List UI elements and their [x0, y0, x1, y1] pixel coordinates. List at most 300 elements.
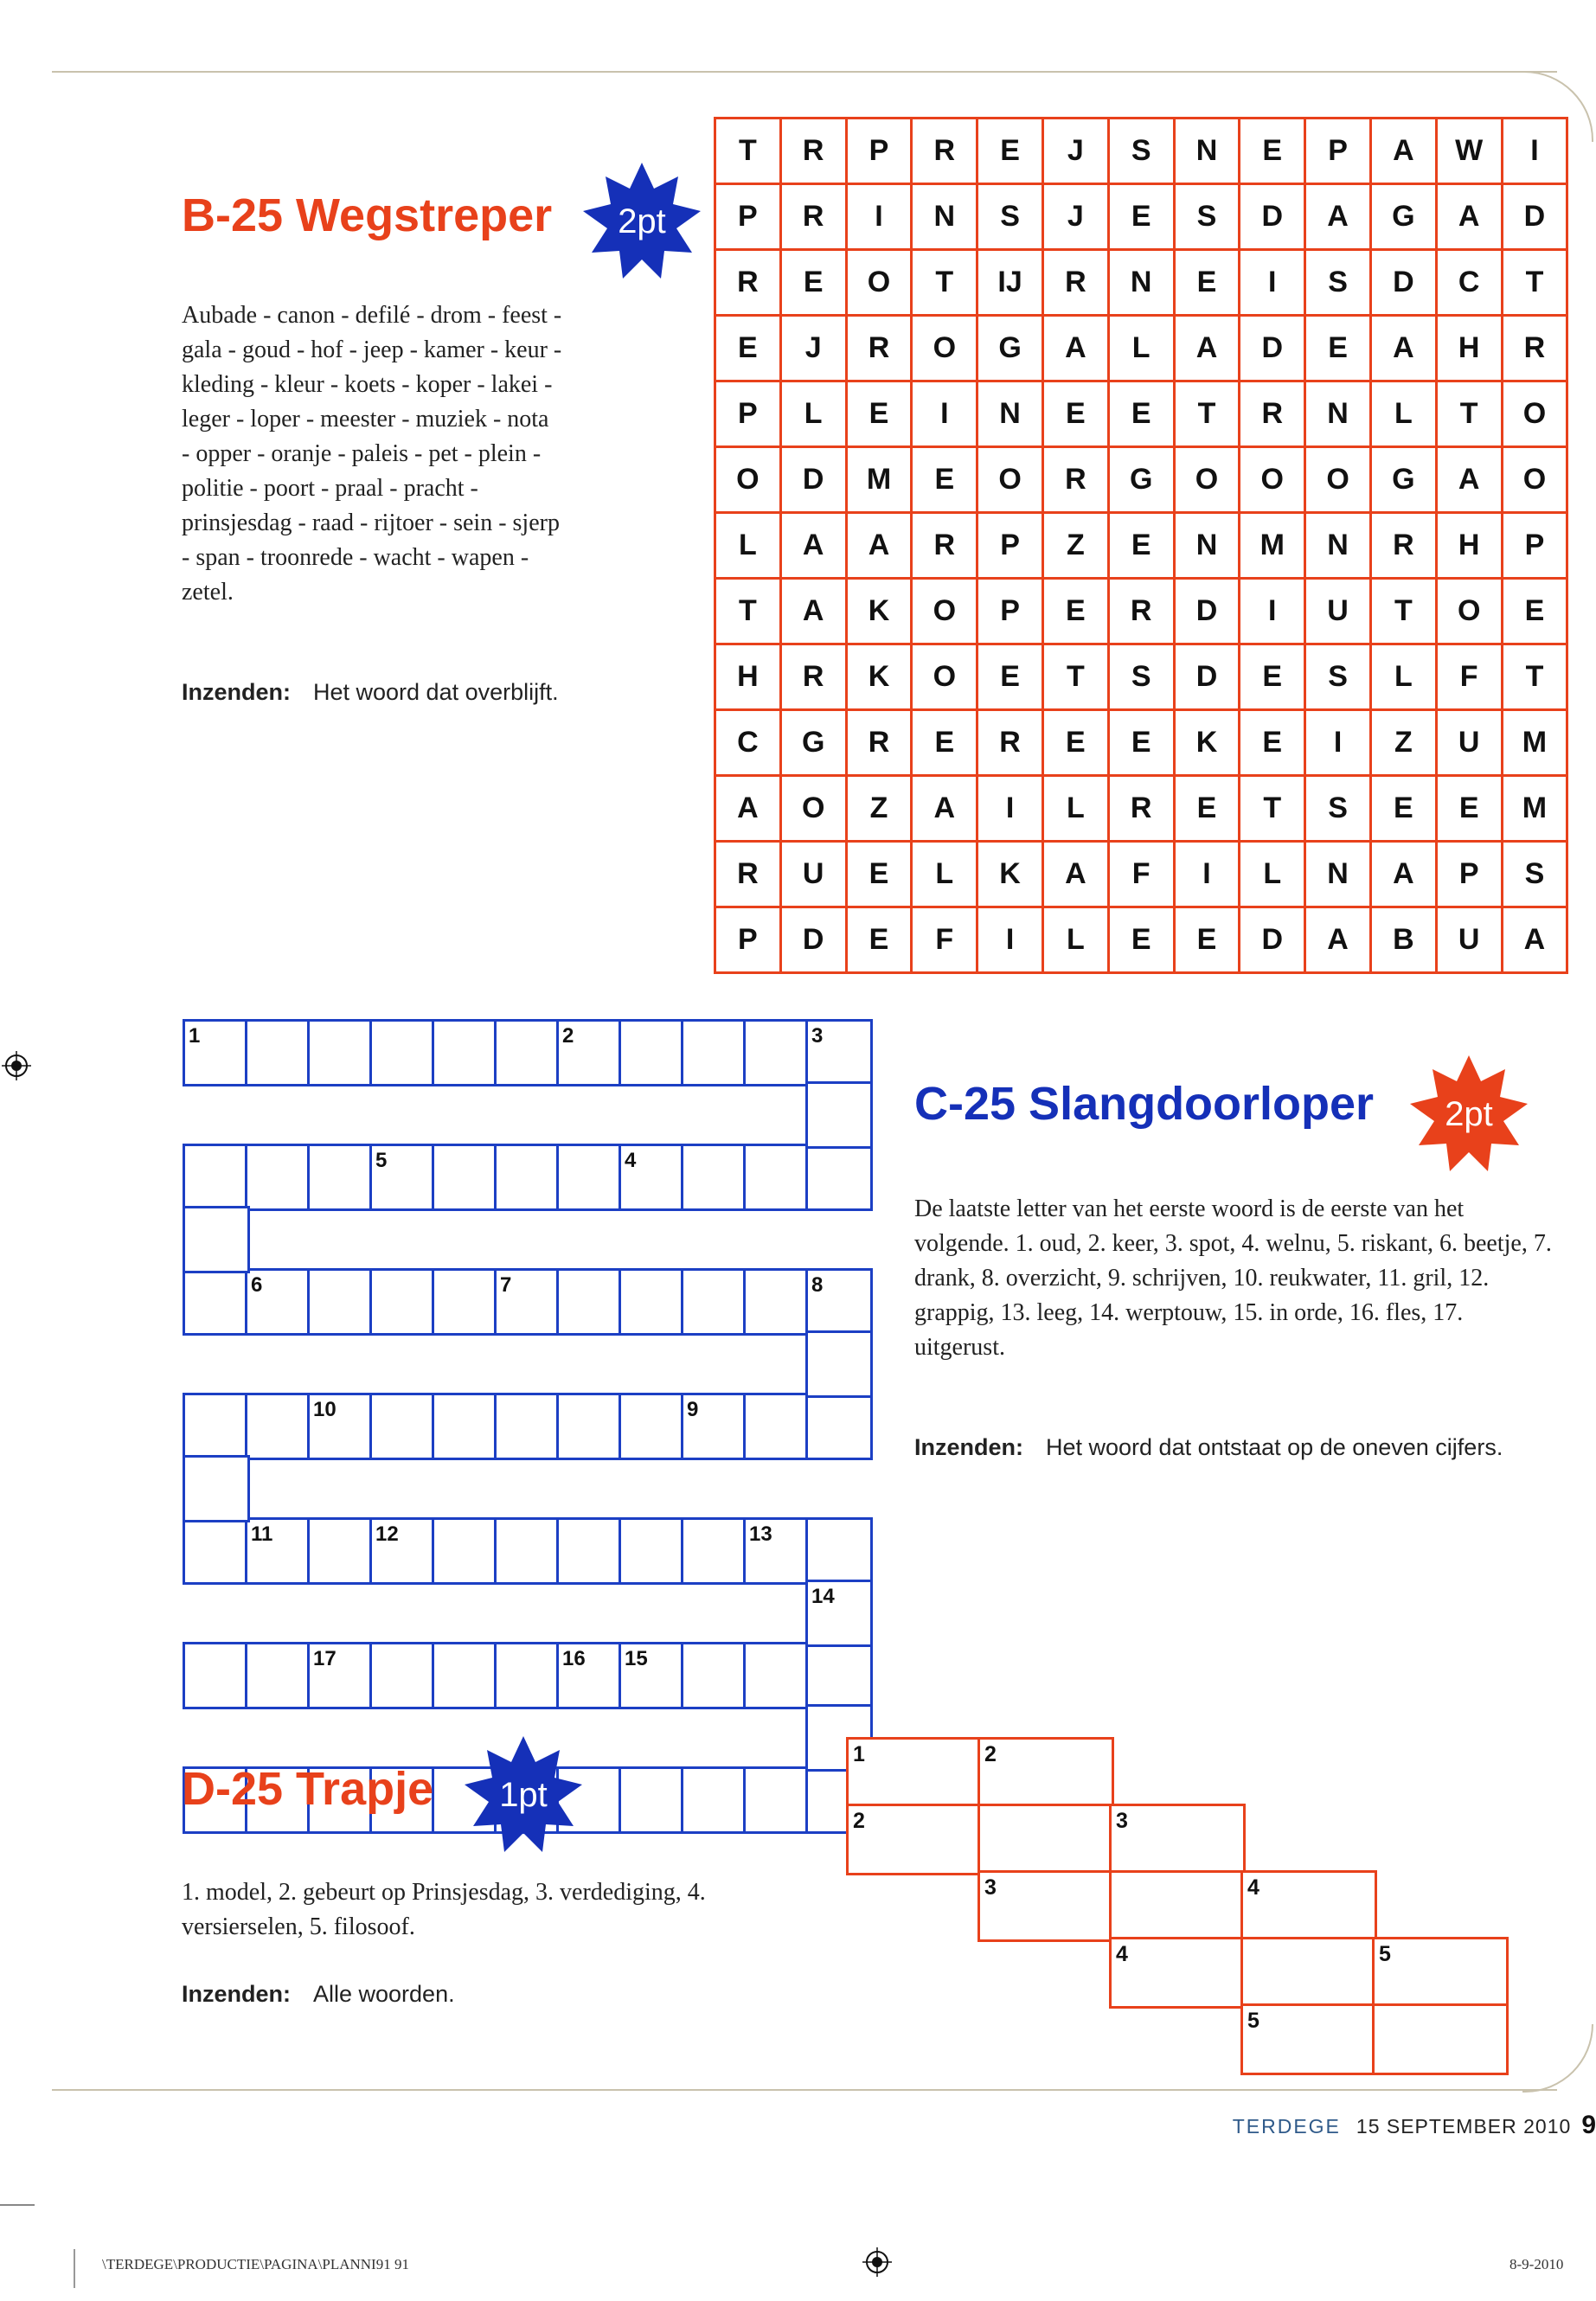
- snake-cell[interactable]: [307, 1393, 375, 1460]
- c25-submit: [914, 1434, 1503, 1461]
- word-search-cell[interactable]: R: [1110, 777, 1176, 843]
- word-search-cell[interactable]: S: [1503, 843, 1569, 908]
- staircase-cell[interactable]: [977, 1870, 1114, 1942]
- word-search-cell[interactable]: E: [848, 843, 913, 908]
- snake-cell[interactable]: [681, 1642, 748, 1709]
- snake-cell[interactable]: [307, 1642, 375, 1709]
- word-search-cell[interactable]: N: [1176, 119, 1241, 185]
- word-search-cell[interactable]: O: [913, 645, 978, 711]
- snake-cell[interactable]: [369, 1268, 437, 1336]
- snake-cell[interactable]: [369, 1019, 437, 1086]
- word-search-cell[interactable]: L: [1044, 777, 1110, 843]
- staircase-cell[interactable]: [1372, 1937, 1509, 2009]
- snake-cell[interactable]: [805, 1517, 873, 1585]
- word-search-cell[interactable]: L: [1044, 908, 1110, 974]
- word-search-cell[interactable]: I: [848, 185, 913, 251]
- word-search-cell[interactable]: E: [1372, 777, 1438, 843]
- slug-date: 8-9-2010: [1509, 2256, 1564, 2272]
- snake-cell[interactable]: [743, 1144, 811, 1211]
- word-search-cell[interactable]: I: [913, 382, 978, 448]
- word-search-cell[interactable]: P: [1306, 119, 1372, 185]
- word-search-cell[interactable]: K: [978, 843, 1044, 908]
- word-search-cell[interactable]: A: [716, 777, 782, 843]
- snake-cell[interactable]: [245, 1517, 312, 1585]
- snake-cell[interactable]: [619, 1517, 686, 1585]
- b25-points-badge: [581, 161, 702, 282]
- snake-cell[interactable]: [743, 1766, 811, 1834]
- word-search-cell[interactable]: K: [1176, 711, 1241, 777]
- word-search-cell[interactable]: T: [913, 251, 978, 317]
- word-search-cell[interactable]: O: [978, 448, 1044, 514]
- snake-cell[interactable]: [494, 1019, 561, 1086]
- staircase-cell[interactable]: [977, 1737, 1114, 1809]
- word-search-cell[interactable]: E: [1110, 514, 1176, 580]
- word-search-cell[interactable]: G: [1372, 185, 1438, 251]
- word-search-cell[interactable]: D: [782, 908, 848, 974]
- b25-points: 2pt: [618, 202, 666, 240]
- c25-submit-label: Inzenden:: [914, 1434, 1023, 1460]
- staircase-cell[interactable]: [1240, 1870, 1377, 1942]
- word-search-cell[interactable]: R: [1044, 251, 1110, 317]
- snake-cell-number: 9: [687, 1398, 699, 1421]
- word-search-cell[interactable]: O: [913, 317, 978, 382]
- word-search-cell[interactable]: R: [782, 645, 848, 711]
- word-search-cell[interactable]: E: [913, 448, 978, 514]
- word-search-cell[interactable]: A: [1176, 317, 1241, 382]
- snake-cell[interactable]: [681, 1019, 748, 1086]
- word-search-cell[interactable]: P: [716, 185, 782, 251]
- word-search-cell[interactable]: E: [1110, 711, 1176, 777]
- word-search-cell[interactable]: R: [1044, 448, 1110, 514]
- snake-cell[interactable]: [245, 1642, 312, 1709]
- snake-cell[interactable]: [681, 1268, 748, 1336]
- snake-cell[interactable]: [307, 1268, 375, 1336]
- word-search-cell[interactable]: A: [1438, 185, 1503, 251]
- word-search-cell[interactable]: R: [848, 711, 913, 777]
- word-search-cell[interactable]: L: [716, 514, 782, 580]
- staircase-cell-number: 2: [984, 1742, 997, 1766]
- word-search-cell[interactable]: E: [716, 317, 782, 382]
- word-search-cell[interactable]: S: [1306, 251, 1372, 317]
- snake-cell[interactable]: [245, 1393, 312, 1460]
- word-search-cell[interactable]: R: [716, 251, 782, 317]
- b25-submit: [182, 679, 559, 706]
- word-search-cell[interactable]: N: [913, 185, 978, 251]
- word-search-cell[interactable]: D: [1372, 251, 1438, 317]
- word-search-cell[interactable]: I: [1240, 251, 1306, 317]
- word-search-cell[interactable]: O: [1240, 448, 1306, 514]
- word-search-cell[interactable]: R: [716, 843, 782, 908]
- word-search-cell[interactable]: R: [1372, 514, 1438, 580]
- word-search-cell[interactable]: T: [1176, 382, 1241, 448]
- word-search-cell[interactable]: S: [1306, 777, 1372, 843]
- snake-cell[interactable]: [681, 1517, 748, 1585]
- word-search-cell[interactable]: A: [782, 514, 848, 580]
- staircase-cell-number: 5: [1379, 1942, 1391, 1966]
- word-search-cell[interactable]: J: [782, 317, 848, 382]
- staircase-cell-number: 1: [853, 1742, 865, 1766]
- word-search-cell[interactable]: C: [1438, 251, 1503, 317]
- word-search-cell[interactable]: I: [1176, 843, 1241, 908]
- word-search-cell[interactable]: H: [716, 645, 782, 711]
- staircase-cell[interactable]: [1240, 2003, 1377, 2075]
- word-search-cell[interactable]: M: [848, 448, 913, 514]
- word-search-cell[interactable]: S: [1110, 119, 1176, 185]
- word-search-cell[interactable]: L: [1372, 645, 1438, 711]
- word-search-grid: [714, 117, 1568, 974]
- word-search-cell[interactable]: A: [1372, 119, 1438, 185]
- word-search-cell[interactable]: F: [1438, 645, 1503, 711]
- word-search-cell[interactable]: F: [913, 908, 978, 974]
- d25-submit: [182, 1981, 455, 2008]
- word-search-cell[interactable]: N: [978, 382, 1044, 448]
- b25-submit-label: Inzenden:: [182, 679, 291, 705]
- snake-cell[interactable]: [556, 1144, 624, 1211]
- word-search-cell[interactable]: P: [1503, 514, 1569, 580]
- snake-cell[interactable]: [369, 1642, 437, 1709]
- word-search-cell[interactable]: U: [1438, 711, 1503, 777]
- word-search-cell[interactable]: T: [1438, 382, 1503, 448]
- word-search-cell[interactable]: E: [1176, 251, 1241, 317]
- snake-cell-number: 17: [313, 1647, 337, 1670]
- snake-cell[interactable]: [432, 1144, 499, 1211]
- word-search-cell[interactable]: R: [1240, 382, 1306, 448]
- snake-cell[interactable]: [245, 1019, 312, 1086]
- word-search-cell[interactable]: G: [1372, 448, 1438, 514]
- word-search-cell[interactable]: E: [1044, 382, 1110, 448]
- word-search-cell[interactable]: O: [716, 448, 782, 514]
- word-search-cell[interactable]: N: [1110, 251, 1176, 317]
- registration-mark-icon: [2, 1051, 31, 1080]
- snake-cell-number: 1: [189, 1024, 201, 1048]
- staircase-cell[interactable]: [977, 1804, 1114, 1875]
- word-search-cell[interactable]: K: [848, 645, 913, 711]
- d25-submit-label: Inzenden:: [182, 1981, 291, 2007]
- snake-cell[interactable]: [494, 1144, 561, 1211]
- snake-cell[interactable]: [556, 1393, 624, 1460]
- word-search-cell[interactable]: J: [1044, 185, 1110, 251]
- word-search-cell[interactable]: N: [1306, 843, 1372, 908]
- word-search-cell[interactable]: A: [1306, 908, 1372, 974]
- snake-cell-number: 13: [749, 1522, 772, 1546]
- snake-cell[interactable]: [245, 1268, 312, 1336]
- word-search-cell[interactable]: D: [1240, 908, 1306, 974]
- snake-cell[interactable]: [556, 1517, 624, 1585]
- word-search-cell[interactable]: I: [1240, 580, 1306, 645]
- word-search-cell[interactable]: E: [1110, 382, 1176, 448]
- word-search-cell[interactable]: D: [1176, 580, 1241, 645]
- snake-cell[interactable]: [183, 1455, 250, 1522]
- word-search-cell[interactable]: G: [1110, 448, 1176, 514]
- word-search-cell[interactable]: P: [848, 119, 913, 185]
- word-search-cell[interactable]: O: [1438, 580, 1503, 645]
- snake-cell-number: 10: [313, 1398, 337, 1421]
- snake-cell[interactable]: [183, 1517, 250, 1585]
- snake-cell[interactable]: [307, 1517, 375, 1585]
- word-search-cell[interactable]: E: [1438, 777, 1503, 843]
- staircase-cell[interactable]: [1109, 1937, 1246, 2009]
- c25-submit-text: Het woord dat ontstaat op de oneven cijfers.: [1046, 1434, 1503, 1460]
- word-search-cell[interactable]: Z: [1044, 514, 1110, 580]
- word-search-cell[interactable]: A: [1372, 843, 1438, 908]
- d25-title: D-25 Trapje: [182, 1763, 434, 1815]
- snake-cell[interactable]: [494, 1517, 561, 1585]
- word-search-cell[interactable]: I: [978, 908, 1044, 974]
- snake-cell[interactable]: [681, 1393, 748, 1460]
- word-search-cell[interactable]: E: [913, 711, 978, 777]
- b25-submit-text: Het woord dat overblijft.: [313, 679, 559, 705]
- word-search-cell[interactable]: A: [1044, 843, 1110, 908]
- snake-cell[interactable]: [619, 1144, 686, 1211]
- word-search-cell[interactable]: D: [1240, 317, 1306, 382]
- snake-cell[interactable]: [619, 1019, 686, 1086]
- snake-cell[interactable]: [432, 1268, 499, 1336]
- word-search-cell[interactable]: A: [848, 514, 913, 580]
- word-search-cell[interactable]: O: [848, 251, 913, 317]
- page-footer: [1233, 2111, 1596, 2140]
- word-search-cell[interactable]: N: [1176, 514, 1241, 580]
- snake-cell[interactable]: [183, 1268, 250, 1336]
- word-search-cell[interactable]: J: [1044, 119, 1110, 185]
- word-search-cell[interactable]: P: [1438, 843, 1503, 908]
- word-search-cell[interactable]: E: [978, 119, 1044, 185]
- word-search-cell[interactable]: C: [716, 711, 782, 777]
- c25-clues: De laatste letter van het eerste woord is de eerste van het volgende. 1. oud, 2. keer, 3. spot, 4. welnu, 5. riskant, 6. beetje, 7. drank, 8. overzicht, 9. schrijven, 10. reukwater, 11. gril, 12. grappig, 13. leeg, 14. werptouw, 15. in orde, 16. fles, 17. uitgerust.: [914, 1195, 1552, 1361]
- word-search-cell[interactable]: S: [978, 185, 1044, 251]
- snake-cell[interactable]: [619, 1268, 686, 1336]
- word-search-cell[interactable]: R: [782, 185, 848, 251]
- snake-cell-number: 2: [562, 1024, 574, 1048]
- bottom-rule: [52, 2089, 1557, 2091]
- word-search-cell[interactable]: E: [1503, 580, 1569, 645]
- snake-cell[interactable]: [432, 1642, 499, 1709]
- word-search-cell[interactable]: S: [1306, 645, 1372, 711]
- snake-cell[interactable]: [619, 1642, 686, 1709]
- word-search-cell[interactable]: L: [1372, 382, 1438, 448]
- word-search-cell[interactable]: IJ: [978, 251, 1044, 317]
- snake-cell[interactable]: [743, 1268, 811, 1336]
- word-search-cell[interactable]: P: [716, 382, 782, 448]
- word-search-cell[interactable]: D: [1176, 645, 1241, 711]
- word-search-cell[interactable]: P: [716, 908, 782, 974]
- word-search-cell[interactable]: R: [913, 119, 978, 185]
- word-search-cell[interactable]: O: [1306, 448, 1372, 514]
- snake-cell[interactable]: [245, 1144, 312, 1211]
- word-search-cell[interactable]: S: [1110, 645, 1176, 711]
- word-search-cell[interactable]: O: [1503, 448, 1569, 514]
- snake-cell-number: 11: [251, 1522, 273, 1546]
- word-search-cell[interactable]: N: [1306, 382, 1372, 448]
- staircase-cell-number: 4: [1116, 1942, 1128, 1966]
- word-search-cell[interactable]: A: [1372, 317, 1438, 382]
- snake-cell[interactable]: [183, 1019, 250, 1086]
- word-search-cell[interactable]: T: [1372, 580, 1438, 645]
- word-search-cell[interactable]: M: [1503, 777, 1569, 843]
- word-search-cell[interactable]: I: [1306, 711, 1372, 777]
- snake-cell[interactable]: [369, 1517, 437, 1585]
- snake-cell[interactable]: [183, 1393, 250, 1460]
- word-search-cell[interactable]: A: [913, 777, 978, 843]
- snake-cell[interactable]: [743, 1517, 811, 1585]
- snake-cell[interactable]: [805, 1144, 873, 1211]
- snake-cell[interactable]: [805, 1081, 873, 1149]
- word-search-cell[interactable]: R: [848, 317, 913, 382]
- word-search-cell[interactable]: U: [1438, 908, 1503, 974]
- word-search-cell[interactable]: A: [1044, 317, 1110, 382]
- snake-cell[interactable]: [556, 1268, 624, 1336]
- snake-cell[interactable]: [432, 1019, 499, 1086]
- word-search-cell[interactable]: A: [782, 580, 848, 645]
- word-search-cell[interactable]: E: [1240, 711, 1306, 777]
- snake-cell-number: 8: [811, 1273, 824, 1297]
- snake-cell[interactable]: [681, 1766, 748, 1834]
- snake-cell[interactable]: [556, 1642, 624, 1709]
- word-search-cell[interactable]: G: [978, 317, 1044, 382]
- word-search-cell[interactable]: R: [782, 119, 848, 185]
- trim-mark-vertical: [74, 2249, 75, 2288]
- word-search-cell[interactable]: L: [913, 843, 978, 908]
- snake-cell[interactable]: [494, 1642, 561, 1709]
- word-search-cell[interactable]: R: [1110, 580, 1176, 645]
- word-search-cell[interactable]: E: [1176, 777, 1241, 843]
- word-search-cell[interactable]: D: [782, 448, 848, 514]
- word-search-cell[interactable]: H: [1438, 514, 1503, 580]
- word-search-cell[interactable]: E: [1240, 119, 1306, 185]
- word-search-cell[interactable]: B: [1372, 908, 1438, 974]
- bottom-rule-corner: [1522, 2024, 1593, 2093]
- b25-title: B-25 Wegstreper: [182, 189, 553, 241]
- snake-cell[interactable]: [743, 1642, 811, 1709]
- snake-cell[interactable]: [183, 1206, 250, 1273]
- word-search-cell[interactable]: P: [978, 514, 1044, 580]
- word-search-cell[interactable]: A: [1503, 908, 1569, 974]
- staircase-cell[interactable]: [846, 1737, 983, 1809]
- word-search-cell[interactable]: L: [1110, 317, 1176, 382]
- page-number: 9: [1581, 2111, 1596, 2139]
- word-search-cell[interactable]: A: [1306, 185, 1372, 251]
- snake-cell[interactable]: [432, 1517, 499, 1585]
- word-search-cell[interactable]: T: [716, 119, 782, 185]
- word-search-cell[interactable]: Z: [848, 777, 913, 843]
- word-search-cell[interactable]: T: [1044, 645, 1110, 711]
- staircase-cell[interactable]: [1240, 1937, 1377, 2009]
- snake-cell[interactable]: [619, 1393, 686, 1460]
- word-search-cell[interactable]: T: [1240, 777, 1306, 843]
- snake-cell[interactable]: [494, 1268, 561, 1336]
- snake-cell[interactable]: [183, 1144, 250, 1211]
- word-search-cell[interactable]: R: [978, 711, 1044, 777]
- snake-cell[interactable]: [183, 1642, 250, 1709]
- word-search-cell[interactable]: W: [1438, 119, 1503, 185]
- snake-cell[interactable]: [556, 1019, 624, 1086]
- word-search-cell[interactable]: R: [1503, 317, 1569, 382]
- staircase-cell[interactable]: [846, 1804, 983, 1875]
- staircase-cell[interactable]: [1109, 1804, 1246, 1875]
- word-search-cell[interactable]: U: [782, 843, 848, 908]
- word-search-cell[interactable]: E: [1240, 645, 1306, 711]
- word-search-cell[interactable]: I: [1503, 119, 1569, 185]
- word-search-cell[interactable]: L: [782, 382, 848, 448]
- registration-mark-icon: [862, 2247, 892, 2277]
- word-search-cell[interactable]: K: [848, 580, 913, 645]
- snake-cell[interactable]: [307, 1019, 375, 1086]
- word-search-cell[interactable]: H: [1438, 317, 1503, 382]
- word-search-cell[interactable]: D: [1503, 185, 1569, 251]
- word-search-cell[interactable]: G: [782, 711, 848, 777]
- word-search-cell[interactable]: E: [848, 908, 913, 974]
- word-search-cell[interactable]: R: [913, 514, 978, 580]
- word-search-cell[interactable]: N: [1306, 514, 1372, 580]
- word-search-cell[interactable]: I: [978, 777, 1044, 843]
- snake-cell[interactable]: [619, 1766, 686, 1834]
- staircase-cell-number: 5: [1247, 2009, 1259, 2033]
- word-search-cell[interactable]: E: [1110, 185, 1176, 251]
- word-search-cell[interactable]: D: [1240, 185, 1306, 251]
- word-search-cell[interactable]: E: [782, 251, 848, 317]
- snake-cell[interactable]: [494, 1393, 561, 1460]
- word-search-cell[interactable]: E: [1176, 908, 1241, 974]
- magazine-name: TERDEGE: [1232, 2115, 1341, 2138]
- word-search-cell[interactable]: M: [1240, 514, 1306, 580]
- word-search-cell[interactable]: Z: [1372, 711, 1438, 777]
- word-search-cell[interactable]: O: [782, 777, 848, 843]
- snake-cell[interactable]: [805, 1268, 873, 1336]
- word-search-cell[interactable]: M: [1503, 711, 1569, 777]
- snake-cell[interactable]: [432, 1393, 499, 1460]
- word-search-cell[interactable]: E: [978, 645, 1044, 711]
- snake-cell[interactable]: [307, 1144, 375, 1211]
- snake-cell[interactable]: [743, 1019, 811, 1086]
- snake-cell[interactable]: [369, 1144, 437, 1211]
- snake-cell[interactable]: [805, 1642, 873, 1709]
- word-search-cell[interactable]: E: [848, 382, 913, 448]
- word-search-cell[interactable]: E: [1044, 711, 1110, 777]
- word-search-cell[interactable]: E: [1044, 580, 1110, 645]
- word-search-cell[interactable]: O: [1176, 448, 1241, 514]
- snake-cell[interactable]: [743, 1393, 811, 1460]
- snake-cell[interactable]: [681, 1144, 748, 1211]
- d25-points-badge: [463, 1734, 584, 1856]
- word-search-cell[interactable]: P: [978, 580, 1044, 645]
- word-search-cell[interactable]: S: [1176, 185, 1241, 251]
- word-search-cell[interactable]: T: [1503, 645, 1569, 711]
- word-search-cell[interactable]: O: [1503, 382, 1569, 448]
- snake-cell[interactable]: [805, 1019, 873, 1086]
- staircase-cell[interactable]: [1372, 2003, 1509, 2075]
- snake-cell-number: 3: [811, 1024, 824, 1048]
- word-search-cell[interactable]: F: [1110, 843, 1176, 908]
- word-search-cell[interactable]: A: [1438, 448, 1503, 514]
- snake-cell-number: 4: [625, 1149, 637, 1172]
- word-search-cell[interactable]: T: [1503, 251, 1569, 317]
- staircase-cell-number: 4: [1247, 1875, 1259, 1900]
- word-search-cell[interactable]: T: [716, 580, 782, 645]
- staircase-cell[interactable]: [1109, 1870, 1246, 1942]
- d25-points: 1pt: [499, 1775, 548, 1814]
- snake-cell-number: 7: [500, 1273, 512, 1297]
- snake-cell[interactable]: [805, 1330, 873, 1398]
- word-search-cell[interactable]: U: [1306, 580, 1372, 645]
- word-search-cell[interactable]: E: [1110, 908, 1176, 974]
- word-search-cell[interactable]: O: [913, 580, 978, 645]
- snake-cell[interactable]: [805, 1393, 873, 1460]
- word-search-cell[interactable]: E: [1306, 317, 1372, 382]
- snake-cell[interactable]: [369, 1393, 437, 1460]
- slug-path: \TERDEGE\PRODUCTIE\PAGINA\PLANNI91 91: [102, 2256, 409, 2272]
- snake-cell-number: 5: [375, 1149, 388, 1172]
- word-search-cell[interactable]: L: [1240, 843, 1306, 908]
- snake-cell[interactable]: [805, 1580, 873, 1647]
